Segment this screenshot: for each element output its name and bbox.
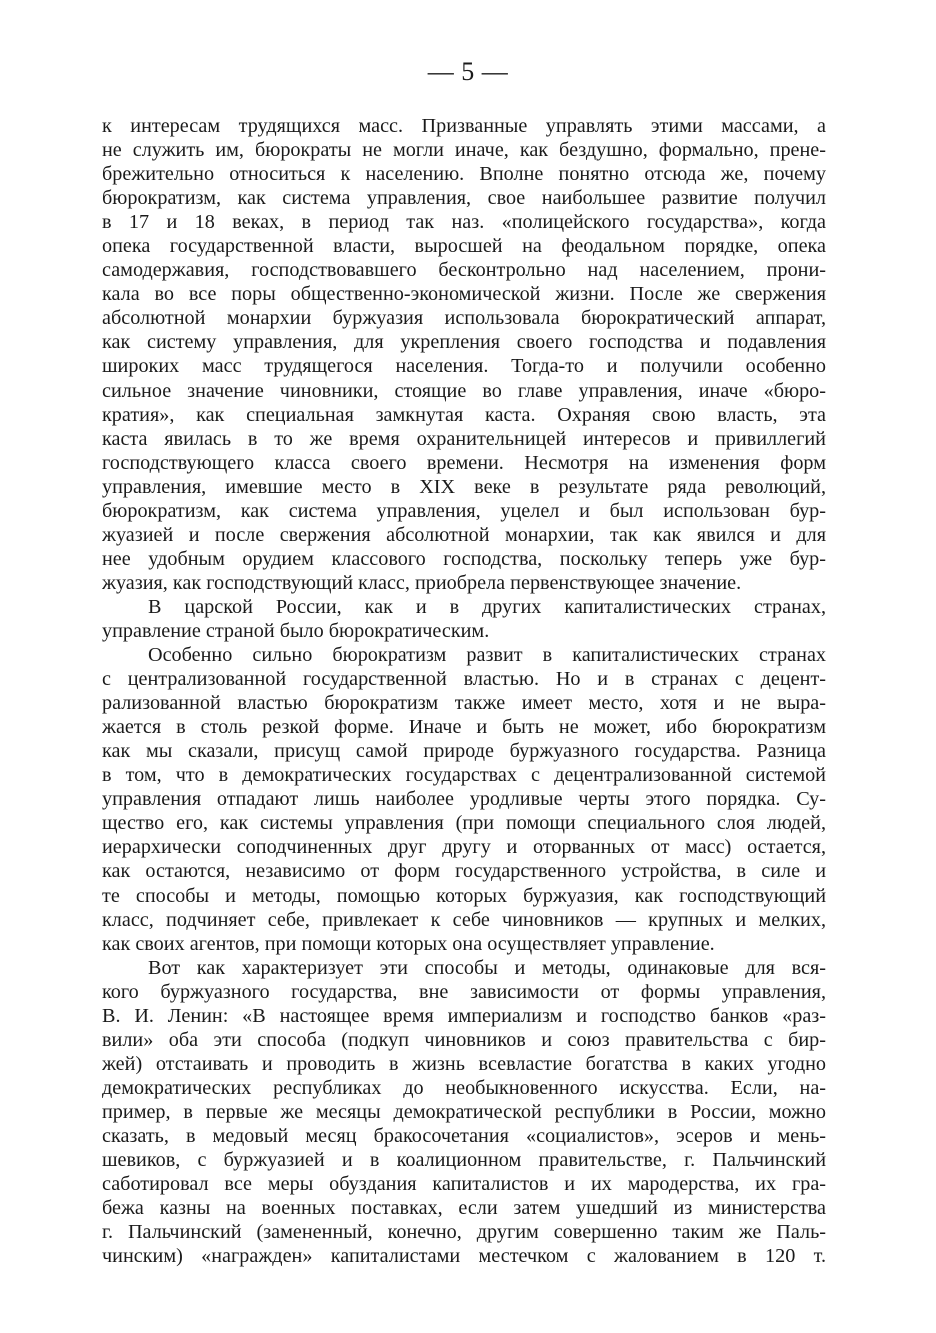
text-line: иерархически соподчиненных друг другу и оторванных от масс) остается, [102, 836, 826, 859]
text-line: с централизованной государственной властью. Но и в странах с децент- [102, 668, 826, 691]
text-line: В. И. Ленин: «В настоящее время империализм и господство банков «раз- [102, 1004, 826, 1027]
text-line: щество его, как системы управления (при помощи специального слоя людей, [102, 812, 826, 835]
text-line: самодержавия, господствовавшего бесконтрольно над населением, прони- [102, 259, 826, 282]
text-line: жей) отстаивать и проводить в жизнь всевластие богатства в каких угодно [102, 1052, 826, 1075]
text-line: сильное значение чиновники, стоящие во главе управления, иначе «бюро- [102, 379, 826, 402]
text-line: как систему управления, для укрепления своего господства и подавления [102, 331, 826, 354]
text-line: класс, подчиняет себе, привлекает к себе чиновников — крупных и мелких, [102, 908, 826, 931]
text-line: к интересам трудящихся масс. Призванные управлять этими массами, а [102, 115, 826, 137]
text-line: сказать, в медовый месяц бракосочетания «социалистов», эсеров и мень- [102, 1124, 826, 1147]
text-line: шевиков, с буржуазией и в коалиционном правительстве, г. Пальчинский [102, 1149, 826, 1172]
text-line: В царской России, как и в других капиталистических странах, [148, 595, 826, 618]
text-line: вили» оба эти способа (подкуп чиновников и союз правительства с бир- [102, 1028, 826, 1051]
text-line: чинским) «награжден» капиталистами местечком с жалованием в 120 т. [102, 1245, 826, 1268]
text-line: абсолютной монархии буржуазия использовала бюрократический аппарат, [102, 307, 826, 330]
text-line: в 17 и 18 веках, в период так наз. «полицейского государства», когда [102, 211, 826, 234]
text-line: опека государственной власти, выросшей на феодальном порядке, опека [102, 235, 826, 258]
text-line: широких масс трудящегося населения. Тогда-то и получили особенно [102, 355, 826, 378]
text-line: демократических республиках до необыкновенного искусства. Если, на- [102, 1076, 826, 1099]
text-line: саботировал все меры обуздания капиталистов и их мародерства, их гра- [102, 1173, 826, 1196]
text-line: рализованной властью бюрократизм также имеет место, хотя и не выра- [102, 692, 826, 715]
text-line: кала во все поры общественно-экономической жизни. После же свержения [102, 283, 826, 306]
text-line: как остаются, независимо от форм государственного устройства, в силе и [102, 860, 826, 883]
text-line: Особенно сильно бюрократизм развит в капиталистических странах [148, 644, 826, 667]
text-line: кого буржуазного государства, вне зависимости от формы управления, [102, 980, 826, 1003]
text-line: в том, что в демократических государствах с децентрализованной системой [102, 764, 826, 787]
text-line: Вот как характеризует эти способы и методы, одинаковые для вся- [148, 956, 826, 979]
text-line: жуазия, как господствующий класс, приобрела первенствующее значение. [102, 571, 742, 594]
text-line: г. Пальчинский (замененный, конечно, другим совершенно таким же Паль- [102, 1221, 826, 1244]
text-line: те способы и методы, помощью которых буржуазия, как господствующий [102, 884, 826, 907]
text-line: брежительно относиться к населению. Вполне понятно отсюда же, почему [102, 163, 826, 186]
text-line: управления отпадают лишь наиболее уродливые черты этого порядка. Су- [102, 788, 826, 811]
text-line: пример, в первые же месяцы демократической республики в России, можно [102, 1100, 826, 1123]
text-line: жается в столь резкой форме. Иначе и быть не может, ибо бюрократизм [102, 716, 826, 739]
text-line: управления, имевшие место в XIX веке в результате ряда революций, [102, 475, 826, 498]
text-line: жуазией и после свержения абсолютной монархии, так как явился и для [102, 523, 826, 546]
text-line: господствующего класса своего времени. Несмотря на изменения форм [102, 451, 826, 474]
text-line: каста явилась в то же время охранительницей интересов и привиллегий [102, 427, 826, 450]
page-number: — 5 — [427, 57, 509, 86]
text-line: как своих агентов, при помощи которых она осуществляет управление. [102, 932, 715, 955]
body-text [102, 114, 826, 1268]
text-line: бюрократизм, как система управления, свое наибольшее развитие получил [102, 187, 826, 210]
text-line: управление страной было бюрократическим. [102, 619, 490, 642]
text-line: бежа казны на военных поставках, если затем ушедший из министерства [102, 1197, 826, 1220]
text-line: как мы сказали, присущ самой природе буржуазного государства. Разница [102, 740, 826, 763]
text-line: кратия», как специальная замкнутая каста. Охраняя свою власть, эта [102, 403, 826, 426]
text-line: нее удобным орудием классового господства, поскольку теперь уже бур- [102, 547, 826, 570]
text-line: не служить им, бюрократы не могли иначе, как бездушно, формально, прене- [102, 139, 826, 162]
text-line: бюрократизм, как система управления, уцелел и был использован бур- [102, 499, 826, 522]
